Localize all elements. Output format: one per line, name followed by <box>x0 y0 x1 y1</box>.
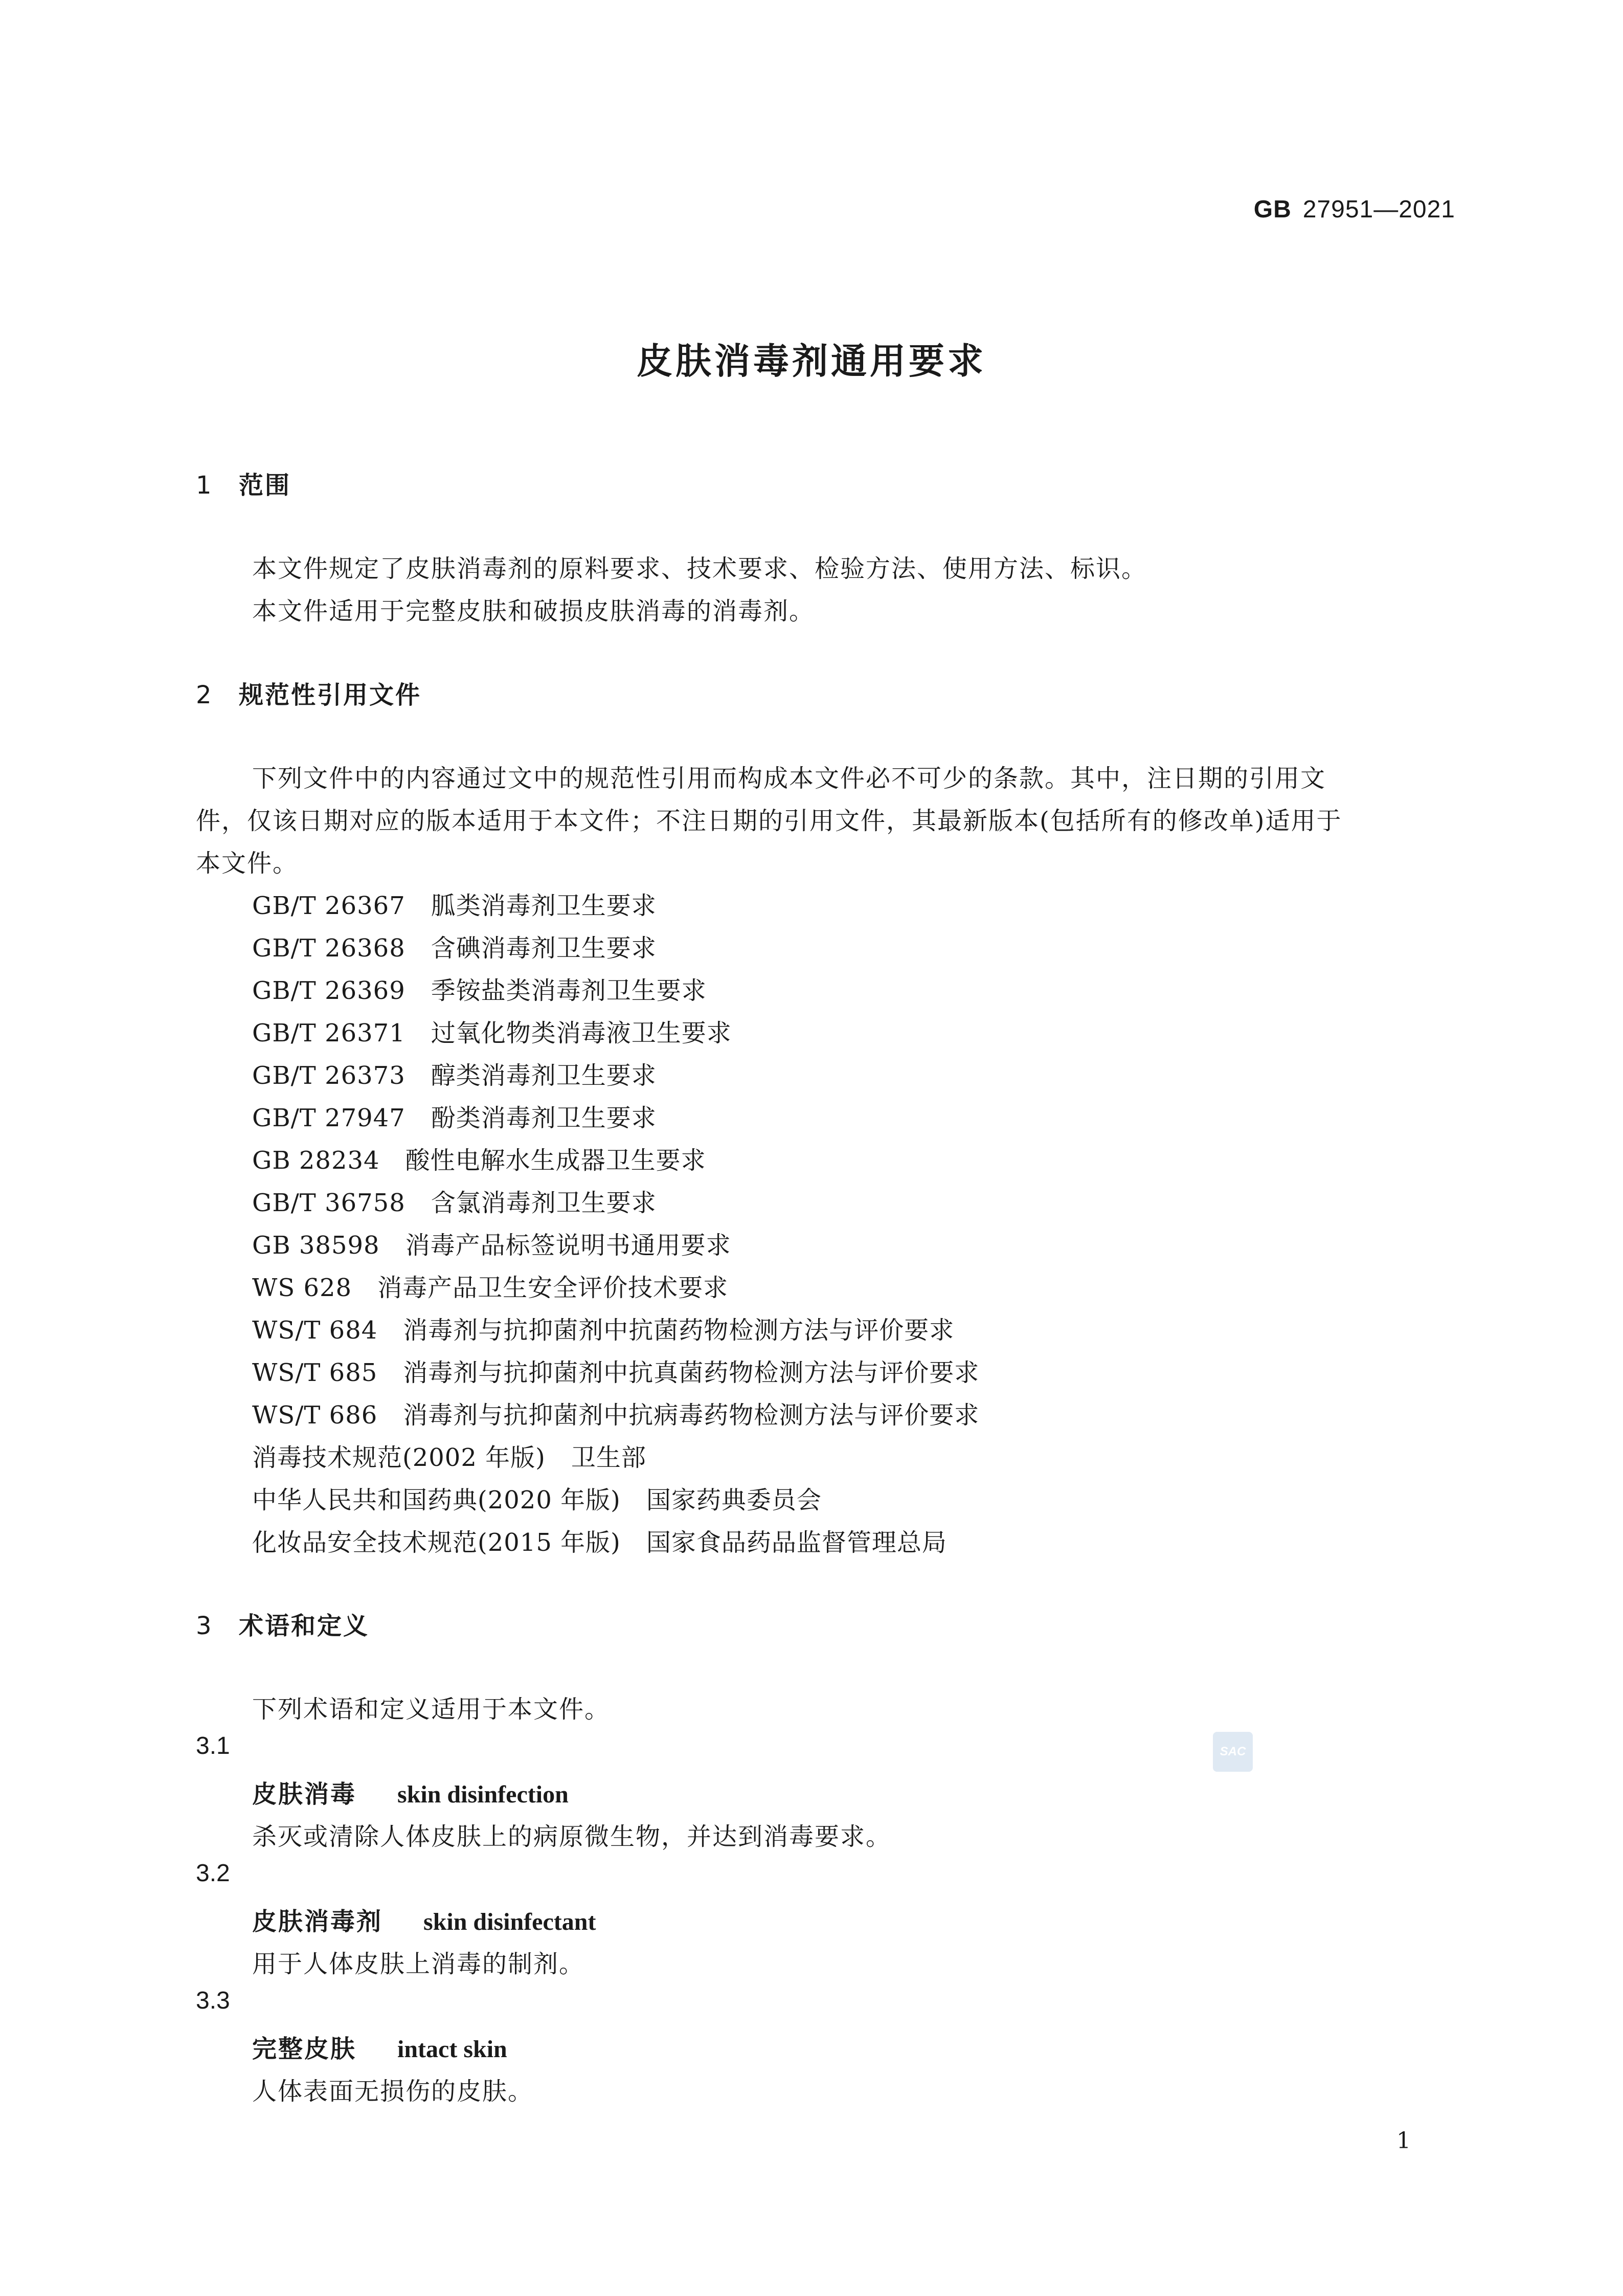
reference-title: 酚类消毒剂卫生要求 <box>431 1104 657 1132</box>
paragraph-line: 下列文件中的内容通过文中的规范性引用而构成本文件必不可少的条款。其中，注日期的引用文 <box>252 764 1326 793</box>
section-title: 规范性引用文件 <box>239 681 422 709</box>
section-title: 术语和定义 <box>239 1612 370 1640</box>
reference-title: 过氧化物类消毒液卫生要求 <box>431 1019 732 1047</box>
reference-title: 消毒剂与抗抑菌剂中抗菌药物检测方法与评价要求 <box>403 1316 955 1345</box>
term-definition: 人体表面无损伤的皮肤。 <box>252 2077 534 2106</box>
section-title: 范围 <box>239 471 291 500</box>
term-en: skin disinfectant <box>423 1908 596 1935</box>
reference-title: 酸性电解水生成器卫生要求 <box>405 1146 706 1175</box>
term-entry <box>252 1902 596 1937</box>
section-3-heading <box>196 1606 369 1641</box>
reference-item <box>252 1183 657 1218</box>
section-number: 2 <box>196 681 213 709</box>
paragraph: 本文件适用于完整皮肤和破损皮肤消毒的消毒剂。 <box>252 597 815 626</box>
reference-code: GB/T 26371 <box>252 1019 405 1047</box>
document-title: 皮肤消毒剂通用要求 <box>637 340 986 382</box>
reference-code: GB/T 26369 <box>252 976 405 1005</box>
reference-item <box>252 1141 706 1176</box>
reference-code: GB 28234 <box>252 1146 380 1175</box>
reference-code: 消毒技术规范(2002 年版) <box>252 1443 546 1472</box>
reference-item <box>252 1523 947 1558</box>
reference-code: 化妆品安全技术规范(2015 年版) <box>252 1528 621 1557</box>
reference-item <box>252 928 657 964</box>
reference-code: WS/T 686 <box>252 1401 378 1430</box>
section-1-heading <box>196 465 291 501</box>
page-number: 1 <box>1396 2128 1411 2154</box>
reference-title: 消毒产品标签说明书通用要求 <box>405 1231 731 1260</box>
reference-title: 消毒产品卫生安全评价技术要求 <box>377 1274 729 1302</box>
section-number: 3 <box>196 1612 213 1640</box>
reference-code: WS/T 684 <box>252 1316 378 1345</box>
clause-number: 3.2 <box>196 1860 230 1887</box>
sac-watermark-logo: SAC <box>1213 1732 1253 1772</box>
reference-item <box>252 1098 657 1133</box>
reference-code: GB/T 26367 <box>252 891 405 920</box>
reference-title: 卫生部 <box>571 1443 646 1472</box>
reference-item <box>252 1310 954 1346</box>
reference-code: WS 628 <box>252 1274 352 1302</box>
reference-code: WS/T 685 <box>252 1358 378 1387</box>
reference-title: 季铵盐类消毒剂卫生要求 <box>431 976 707 1005</box>
term-zh: 皮肤消毒 <box>252 1780 357 1809</box>
reference-code: GB/T 26373 <box>252 1061 405 1090</box>
reference-title: 国家药典委员会 <box>646 1486 822 1514</box>
reference-item <box>252 886 657 921</box>
reference-code: GB/T 26368 <box>252 934 405 963</box>
term-entry <box>252 1774 569 1810</box>
term-definition: 用于人体皮肤上消毒的制剂。 <box>252 1950 585 1978</box>
reference-item <box>252 1438 646 1473</box>
reference-title: 国家食品药品监督管理总局 <box>646 1528 947 1557</box>
reference-code: GB/T 36758 <box>252 1189 405 1217</box>
reference-item <box>252 1268 728 1303</box>
reference-item <box>252 1480 822 1515</box>
reference-title: 胍类消毒剂卫生要求 <box>431 891 657 920</box>
reference-title: 醇类消毒剂卫生要求 <box>431 1061 657 1090</box>
paragraph: 下列术语和定义适用于本文件。 <box>252 1695 611 1724</box>
clause-number: 3.3 <box>196 1987 230 2014</box>
standard-number: 27951—2021 <box>1302 196 1455 223</box>
clause-number: 3.1 <box>196 1732 230 1759</box>
reference-code: GB 38598 <box>252 1231 380 1260</box>
paragraph-line: 件，仅该日期对应的版本适用于本文件；不注日期的引用文件，其最新版本(包括所有的修改单)适用于 <box>196 807 1342 835</box>
term-en: skin disinfection <box>397 1781 569 1808</box>
paragraph-line: 本文件。 <box>196 849 299 878</box>
term-zh: 完整皮肤 <box>252 2035 357 2063</box>
reference-title: 消毒剂与抗抑菌剂中抗病毒药物检测方法与评价要求 <box>403 1401 980 1430</box>
reference-item <box>252 1056 657 1091</box>
reference-title: 消毒剂与抗抑菌剂中抗真菌药物检测方法与评价要求 <box>403 1358 980 1387</box>
reference-item <box>252 1395 979 1431</box>
reference-item <box>252 971 707 1006</box>
section-number: 1 <box>196 471 213 500</box>
reference-item <box>252 1353 979 1388</box>
term-definition: 杀灭或清除人体皮肤上的病原微生物，并达到消毒要求。 <box>252 1822 892 1851</box>
reference-title: 含氯消毒剂卫生要求 <box>431 1189 657 1217</box>
reference-title: 含碘消毒剂卫生要求 <box>431 934 657 963</box>
term-zh: 皮肤消毒剂 <box>252 1907 383 1936</box>
reference-item <box>252 1225 731 1261</box>
standard-prefix: GB <box>1253 196 1292 223</box>
paragraph: 本文件规定了皮肤消毒剂的原料要求、技术要求、检验方法、使用方法、标识。 <box>252 554 1147 583</box>
term-en: intact skin <box>397 2036 507 2063</box>
section-2-heading <box>196 675 421 710</box>
standard-code <box>1254 195 1455 224</box>
reference-code: 中华人民共和国药典(2020 年版) <box>252 1486 621 1514</box>
term-entry <box>252 2029 507 2064</box>
reference-item <box>252 1013 732 1049</box>
reference-code: GB/T 27947 <box>252 1104 405 1132</box>
